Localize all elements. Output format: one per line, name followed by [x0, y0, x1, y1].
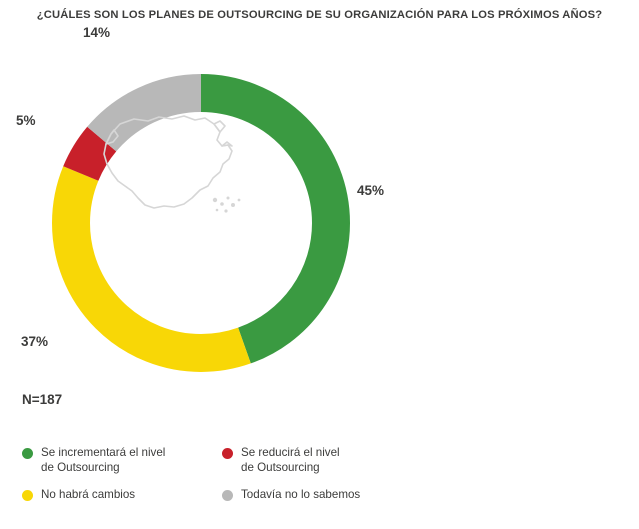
legend-row: [22, 446, 622, 476]
legend-label-unknown: Todavía no lo sabemos: [241, 487, 361, 501]
map-of-spain-icon: [96, 112, 244, 230]
sample-size-label: N=187: [22, 392, 63, 407]
legend-item-nochange: [22, 488, 222, 503]
legend-item-increase: [22, 446, 222, 476]
legend-dot-red-icon: [222, 448, 233, 459]
data-label-increase: 45%: [357, 183, 385, 198]
legend-label-increase-line1: Se incrementará el nivel: [41, 446, 166, 459]
legend-dot-yellow-icon: [22, 490, 33, 501]
legend-label-decrease-line1: Se reducirá el nivel: [241, 446, 340, 459]
data-label-unknown: 14%: [83, 25, 111, 40]
legend-label-increase: [41, 446, 165, 476]
legend-dot-grey-icon: [222, 490, 233, 501]
legend-dot-green-icon: [22, 448, 33, 459]
legend-label-decrease-line2: de Outsourcing: [241, 460, 320, 474]
map-of-spain-outline-svg: [96, 112, 244, 230]
legend-row: [22, 488, 622, 503]
legend: [22, 446, 622, 514]
legend-label-nochange: No habrá cambios: [41, 487, 136, 501]
legend-item-unknown: [222, 488, 462, 503]
data-label-decrease: 5%: [16, 113, 36, 128]
legend-label-increase-line2: de Outsourcing: [41, 460, 120, 474]
page-title: ¿CUÁLES SON LOS PLANES DE OUTSOURCING DE SU ORGANIZACIÓN PARA LOS PRÓXIMOS AÑOS?: [36, 9, 603, 21]
legend-item-decrease: [222, 446, 462, 476]
legend-label-decrease: [241, 446, 340, 476]
data-label-nochange: 37%: [21, 334, 49, 349]
